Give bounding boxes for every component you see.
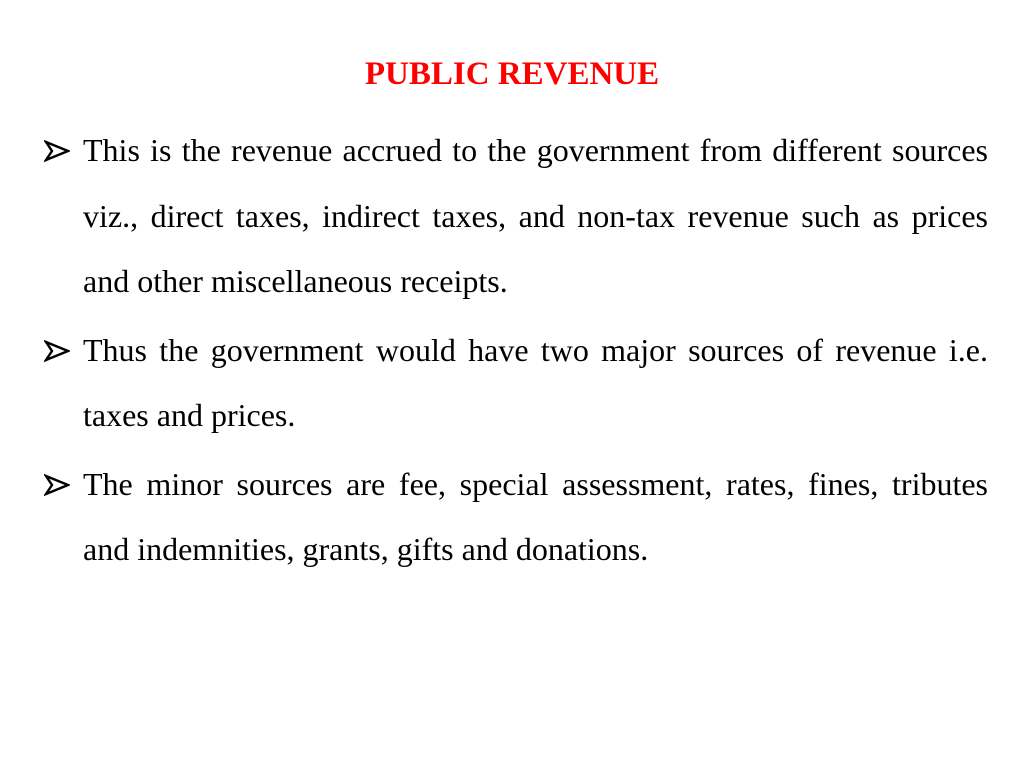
bullet-text: The minor sources are fee, special assessment, rates, fines, tributes and indemnities, grants, gifts and donations. (83, 465, 988, 567)
page-title: PUBLIC REVENUE (364, 56, 660, 92)
bullet-text: Thus the government would have two major sources of revenue i.e. taxes and prices. (83, 331, 988, 433)
arrow-bullet-icon (44, 139, 70, 163)
arrow-bullet-icon (44, 339, 70, 363)
bullet-list (44, 118, 988, 586)
list-item (44, 452, 988, 583)
list-item (44, 318, 988, 449)
list-item (44, 118, 988, 315)
arrow-bullet-icon (44, 473, 70, 497)
bullet-text: This is the revenue accrued to the government from different sources viz., direct taxes, indirect taxes, and non-tax revenue such as prices and other miscellaneous receipts. (83, 132, 988, 299)
